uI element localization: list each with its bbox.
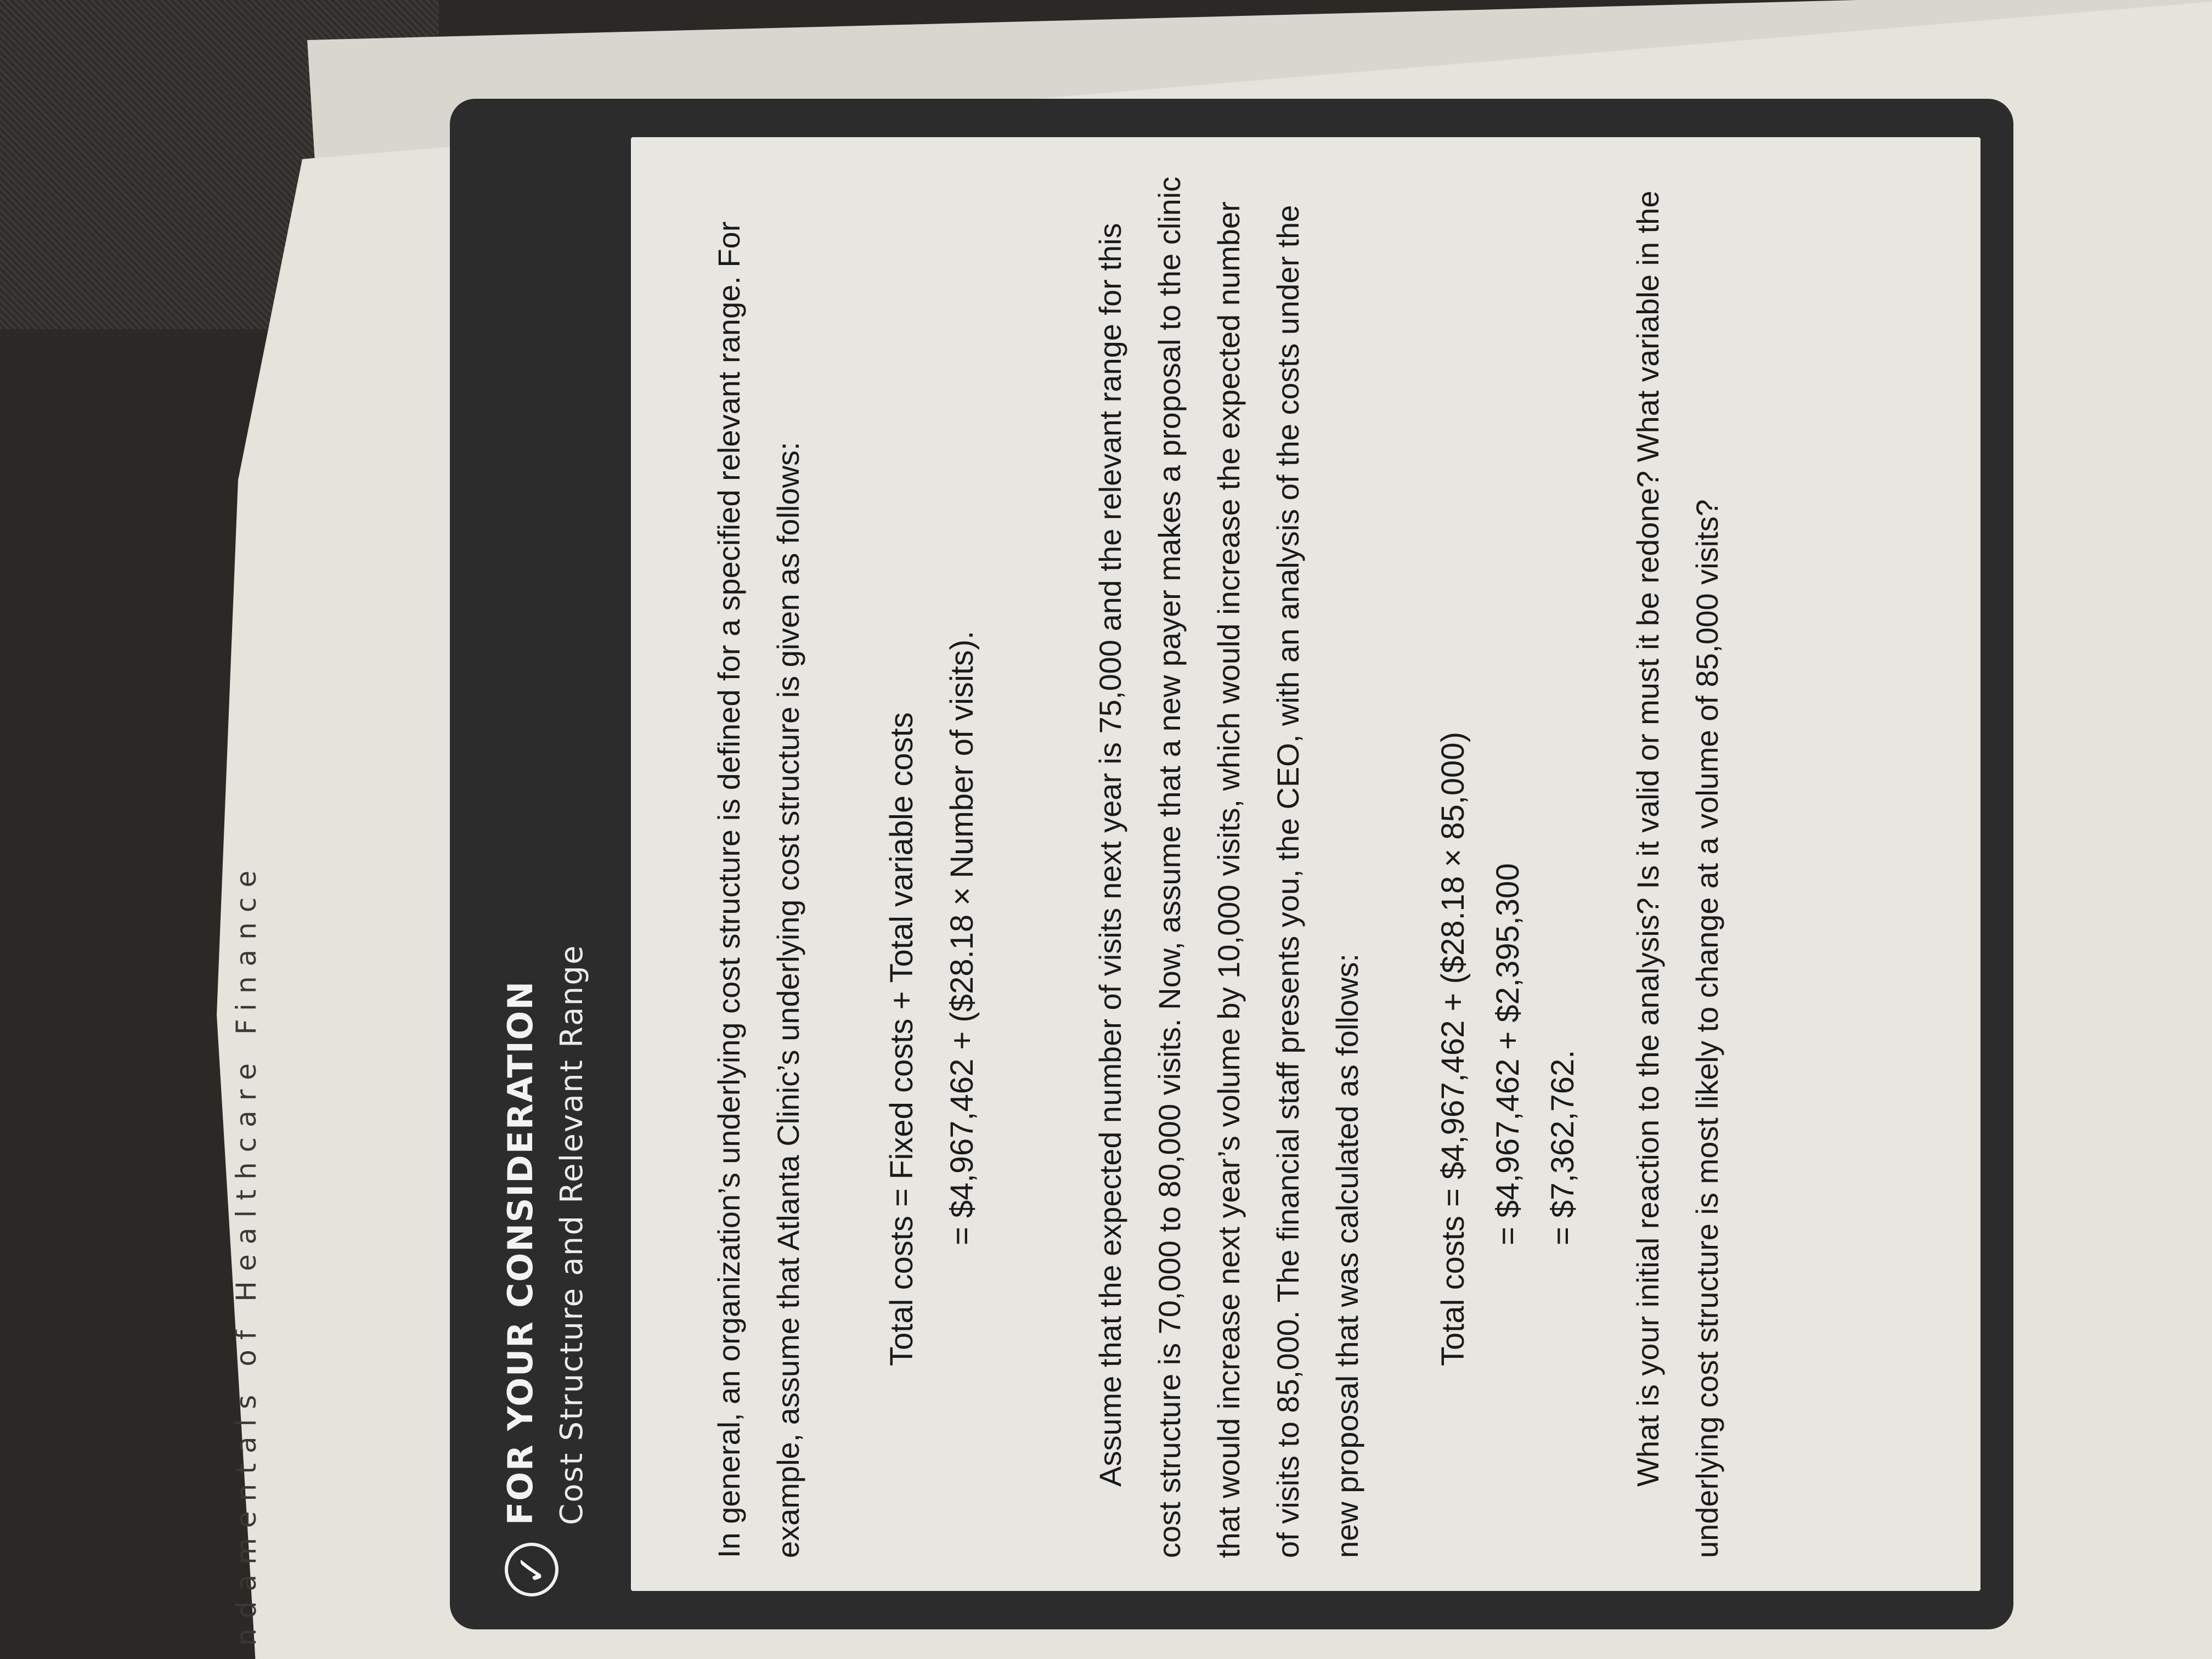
scenario-paragraph: Assume that the expected number of visits next year is 75,000 and the relevant range for this cost structure is 70,000 to 80,000 visits. Now, assume that a new payer makes a proposal to the clinic that would increase next year’s volume by 10,000 visits, which would increase the expected number of visits to 85,000. The financial staff presents you, the CEO, with an analysis of the costs under the new proposal that was calculated as follows: <box>1093 176 1364 1558</box>
consideration-box <box>450 99 2013 1629</box>
equation2-line1: Total costs = $4,967,462 + ($28.18 × 85,000) <box>1435 731 1471 1366</box>
box-label: FOR YOUR CONSIDERATION <box>500 980 540 1525</box>
question-paragraph: What is your initial reaction to the analysis? Is it valid or must it be redone? What variable in the underlying cost structure is most likely to change at a volume of 85,000 visits? <box>1630 190 1724 1558</box>
page-content <box>219 99 2085 1646</box>
equation2-line3: = $7,362,762. <box>1545 1049 1581 1245</box>
box-title: Cost Structure and Relevant Range <box>554 944 590 1525</box>
intro-paragraph: In general, an organization’s underlying cost structure is defined for a specified relevant range. For example, assume that Atlanta Clinic’s underlying cost structure is given as follows: <box>712 221 805 1558</box>
equation2-line2: = $4,967,462 + $2,395,300 <box>1490 863 1526 1245</box>
checkmark-circle-icon: ✓ <box>505 1543 558 1596</box>
equation1-line2: = $4,967,462 + ($28.18 × Number of visits). <box>944 630 980 1245</box>
equation1-line1: Total costs = Fixed costs + Total variable costs <box>884 712 919 1366</box>
running-head: ndamentals of Healthcare Finance <box>230 860 262 1646</box>
